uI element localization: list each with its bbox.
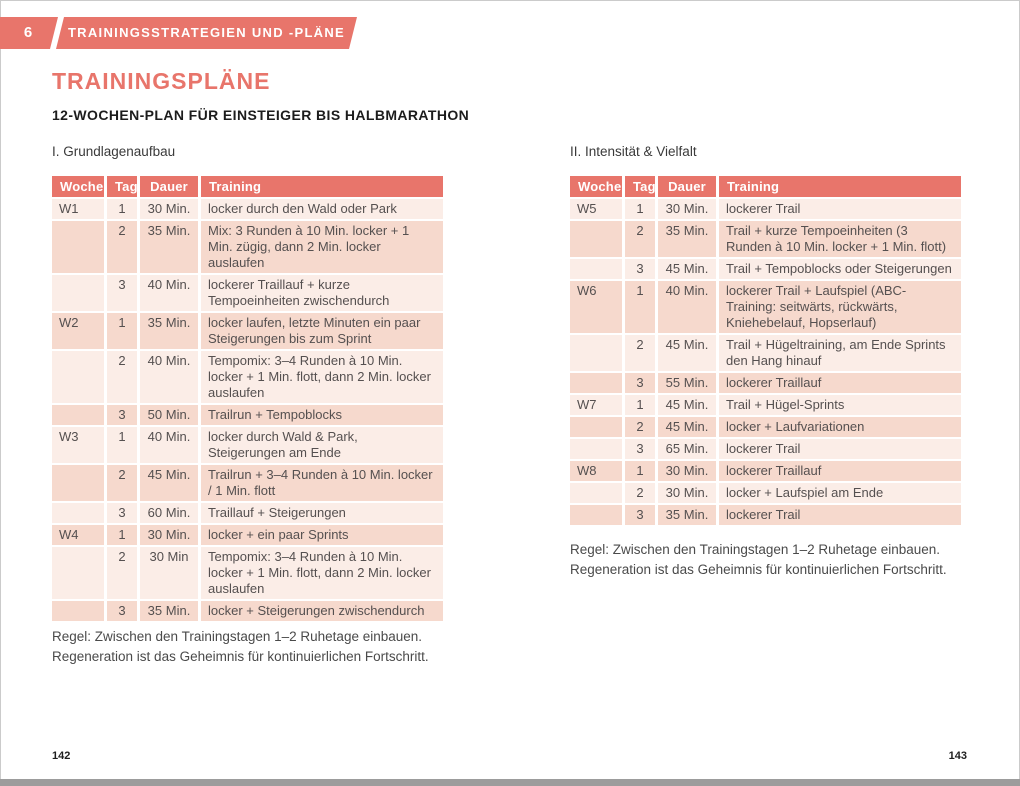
column-header-tag: Tag: [625, 176, 655, 197]
cell-woche: [52, 405, 104, 425]
cell-tag: 2: [625, 221, 655, 257]
column-header-training: Training: [201, 176, 443, 197]
cell-dauer: 35 Min.: [140, 313, 198, 349]
table-row: [52, 601, 443, 621]
cell-training: lockerer Traillauf: [719, 461, 961, 481]
page-number-left: 142: [52, 750, 71, 762]
cell-tag: 2: [107, 547, 137, 599]
page-subtitle: 12-WOCHEN-PLAN FÜR EINSTEIGER BIS HALBMARATHON: [52, 107, 470, 123]
cell-woche: W2: [52, 313, 104, 349]
cell-woche: [52, 547, 104, 599]
cell-woche: W5: [570, 199, 622, 219]
cell-dauer: 30 Min.: [140, 199, 198, 219]
rule-note-right: [570, 540, 1010, 580]
cell-tag: 1: [625, 461, 655, 481]
cell-woche: [570, 483, 622, 503]
table-row: [52, 275, 443, 311]
cell-training: locker + Steigerungen zwischendurch: [201, 601, 443, 621]
cell-tag: 1: [107, 199, 137, 219]
cell-training: Trail + Tempoblocks oder Steigerungen: [719, 259, 961, 279]
bottom-edge-bar: [0, 779, 1020, 786]
table-row: [570, 461, 961, 481]
rule-note-line: Regel: Zwischen den Trainingstagen 1–2 Ruhetage einbauen.: [570, 542, 941, 557]
cell-tag: 3: [625, 259, 655, 279]
cell-tag: 1: [107, 313, 137, 349]
cell-training: Mix: 3 Runden à 10 Min. locker + 1 Min. zügig, dann 2 Min. locker auslaufen: [201, 221, 443, 273]
rule-note-line: Regeneration ist das Geheimnis für kontinuierlichen Fortschritt.: [52, 649, 429, 664]
table-row: [570, 259, 961, 279]
column-header-woche: Woche: [52, 176, 104, 197]
column-header-woche: Woche: [570, 176, 622, 197]
cell-tag: 2: [107, 465, 137, 501]
table-row: [52, 405, 443, 425]
cell-tag: 3: [107, 275, 137, 311]
cell-training: locker durch den Wald oder Park: [201, 199, 443, 219]
cell-woche: W4: [52, 525, 104, 545]
cell-woche: [52, 275, 104, 311]
cell-woche: [570, 335, 622, 371]
cell-woche: [570, 439, 622, 459]
cell-training: lockerer Trail: [719, 505, 961, 525]
chapter-banner-label: TRAININGSSTRATEGIEN UND -PLÄNE: [67, 25, 346, 40]
cell-woche: W8: [570, 461, 622, 481]
cell-dauer: 30 Min.: [658, 461, 716, 481]
table-row: [570, 439, 961, 459]
training-table-intensitaet: [567, 174, 964, 527]
cell-training: locker + ein paar Sprints: [201, 525, 443, 545]
cell-tag: 3: [107, 405, 137, 425]
cell-training: lockerer Trail + Laufspiel (ABC-Training: seitwärts, rückwärts, Kniehebelauf, Hopserlauf): [719, 281, 961, 333]
cell-tag: 1: [107, 427, 137, 463]
cell-training: Trailrun + 3–4 Runden à 10 Min. locker / 1 Min. flott: [201, 465, 443, 501]
table-row: [570, 417, 961, 437]
cell-dauer: 30 Min.: [658, 199, 716, 219]
cell-training: Tempomix: 3–4 Runden à 10 Min. locker + 1 Min. flott, dann 2 Min. locker auslaufen: [201, 351, 443, 403]
cell-tag: 2: [107, 351, 137, 403]
table-header-row: [52, 176, 443, 197]
cell-woche: [570, 417, 622, 437]
section-heading-intensitaet: II. Intensität & Vielfalt: [570, 144, 697, 159]
cell-dauer: 45 Min.: [658, 395, 716, 415]
table-row: [52, 313, 443, 349]
table-row: [52, 503, 443, 523]
cell-woche: [570, 259, 622, 279]
cell-tag: 3: [107, 503, 137, 523]
section-heading-grundlagenaufbau: I. Grundlagenaufbau: [52, 144, 176, 159]
cell-woche: [52, 221, 104, 273]
cell-training: lockerer Traillauf + kurze Tempoeinheiten zwischendurch: [201, 275, 443, 311]
cell-training: Trail + Hügel-Sprints: [719, 395, 961, 415]
cell-dauer: 35 Min.: [140, 601, 198, 621]
cell-woche: [570, 505, 622, 525]
cell-woche: W3: [52, 427, 104, 463]
cell-dauer: 40 Min.: [140, 275, 198, 311]
cell-tag: 2: [625, 483, 655, 503]
cell-tag: 1: [625, 199, 655, 219]
cell-tag: 1: [625, 281, 655, 333]
cell-dauer: 45 Min.: [140, 465, 198, 501]
rule-note-left: [52, 627, 492, 667]
cell-dauer: 30 Min: [140, 547, 198, 599]
cell-dauer: 30 Min.: [658, 483, 716, 503]
cell-dauer: 50 Min.: [140, 405, 198, 425]
table-header-row: [570, 176, 961, 197]
cell-training: Traillauf + Steigerungen: [201, 503, 443, 523]
cell-tag: 2: [107, 221, 137, 273]
table-row: [570, 373, 961, 393]
cell-woche: [52, 503, 104, 523]
cell-woche: W7: [570, 395, 622, 415]
cell-tag: 3: [625, 373, 655, 393]
table-row: [52, 525, 443, 545]
chapter-number-box: [0, 17, 58, 49]
table-row: [570, 199, 961, 219]
table-row: [570, 221, 961, 257]
page-number-right: 143: [948, 750, 967, 762]
cell-tag: 1: [107, 525, 137, 545]
cell-woche: [570, 373, 622, 393]
column-header-dauer: Dauer: [658, 176, 716, 197]
cell-woche: [52, 465, 104, 501]
column-header-tag: Tag: [107, 176, 137, 197]
table-row: [52, 351, 443, 403]
cell-woche: [570, 221, 622, 257]
table-row: [570, 281, 961, 333]
cell-woche: W6: [570, 281, 622, 333]
column-header-training: Training: [719, 176, 961, 197]
cell-dauer: 45 Min.: [658, 335, 716, 371]
cell-training: lockerer Trail: [719, 199, 961, 219]
table-row: [52, 221, 443, 273]
cell-woche: [52, 351, 104, 403]
cell-training: locker + Laufspiel am Ende: [719, 483, 961, 503]
rule-note-line: Regeneration ist das Geheimnis für kontinuierlichen Fortschritt.: [570, 562, 947, 577]
cell-training: Tempomix: 3–4 Runden à 10 Min. locker + 1 Min. flott, dann 2 Min. locker auslaufen: [201, 547, 443, 599]
cell-dauer: 65 Min.: [658, 439, 716, 459]
cell-tag: 3: [625, 439, 655, 459]
cell-dauer: 40 Min.: [658, 281, 716, 333]
column-header-dauer: Dauer: [140, 176, 198, 197]
cell-tag: 2: [625, 335, 655, 371]
cell-training: lockerer Traillauf: [719, 373, 961, 393]
chapter-banner: [56, 17, 357, 49]
cell-tag: 3: [107, 601, 137, 621]
cell-training: lockerer Trail: [719, 439, 961, 459]
cell-dauer: 45 Min.: [658, 259, 716, 279]
cell-dauer: 55 Min.: [658, 373, 716, 393]
table-row: [570, 483, 961, 503]
cell-training: locker + Laufvariationen: [719, 417, 961, 437]
cell-training: Trailrun + Tempoblocks: [201, 405, 443, 425]
table-row: [570, 395, 961, 415]
cell-dauer: 60 Min.: [140, 503, 198, 523]
cell-tag: 3: [625, 505, 655, 525]
training-table-grundlagenaufbau: [49, 174, 446, 623]
table-row: [570, 335, 961, 371]
cell-dauer: 30 Min.: [140, 525, 198, 545]
chapter-number: 6: [23, 24, 33, 41]
cell-tag: 1: [625, 395, 655, 415]
cell-tag: 2: [625, 417, 655, 437]
page-title: TRAININGSPLÄNE: [52, 68, 271, 94]
cell-dauer: 40 Min.: [140, 351, 198, 403]
table-row: [52, 427, 443, 463]
rule-note-line: Regel: Zwischen den Trainingstagen 1–2 Ruhetage einbauen.: [52, 629, 423, 644]
cell-dauer: 35 Min.: [658, 221, 716, 257]
table-row: [52, 547, 443, 599]
cell-woche: [52, 601, 104, 621]
table-row: [570, 505, 961, 525]
cell-dauer: 40 Min.: [140, 427, 198, 463]
cell-dauer: 45 Min.: [658, 417, 716, 437]
cell-woche: W1: [52, 199, 104, 219]
table-row: [52, 199, 443, 219]
cell-dauer: 35 Min.: [658, 505, 716, 525]
table-row: [52, 465, 443, 501]
cell-dauer: 35 Min.: [140, 221, 198, 273]
cell-training: Trail + Hügeltraining, am Ende Sprints den Hang hinauf: [719, 335, 961, 371]
cell-training: locker laufen, letzte Minuten ein paar Steigerungen bis zum Sprint: [201, 313, 443, 349]
cell-training: Trail + kurze Tempoeinheiten (3 Runden à 10 Min. locker + 1 Min. flott): [719, 221, 961, 257]
cell-training: locker durch Wald & Park, Steigerungen am Ende: [201, 427, 443, 463]
